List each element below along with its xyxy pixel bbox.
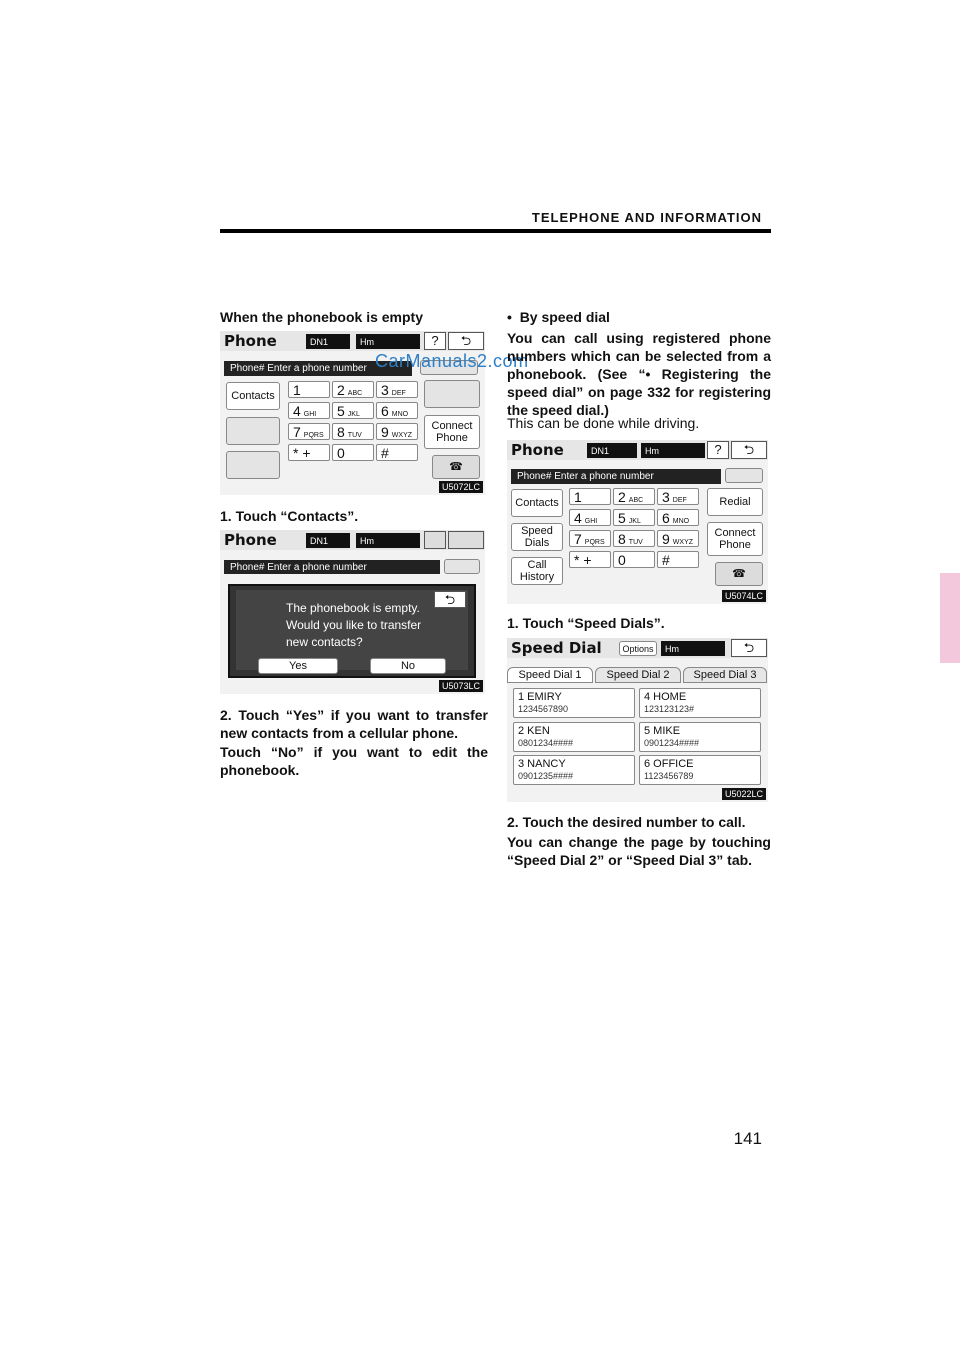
figure-code: U5022LC	[722, 788, 766, 800]
speed-dial-entry[interactable]: 5 MIKE 0901234####	[639, 722, 761, 752]
key-5[interactable]: 5 JKL	[613, 509, 655, 526]
yes-button[interactable]: Yes	[258, 658, 338, 674]
screen-speed-dial	[507, 638, 768, 802]
key-2[interactable]: 2 ABC	[613, 488, 655, 505]
key-1[interactable]: 1	[569, 488, 611, 505]
right-step-2: 2. Touch the desired number to call.	[507, 814, 746, 830]
speed-dial-entry[interactable]: 1 EMIRY 1234567890	[513, 688, 635, 718]
speed-dials-button-disabled	[226, 417, 280, 445]
key-0[interactable]: 0	[613, 551, 655, 568]
key-3[interactable]: 3 DEF	[376, 381, 418, 398]
status-indicator: Hm	[356, 533, 420, 548]
key-7[interactable]: 7 PQRS	[569, 530, 611, 547]
end-call-button[interactable]	[715, 562, 763, 586]
dialog-message: The phonebook is empty. Would you like to transfer new contacts?	[286, 601, 422, 649]
redial-button-disabled	[424, 380, 480, 408]
screen-title: Phone	[224, 332, 277, 350]
redial-button[interactable]: Redial	[707, 488, 763, 516]
right-paragraph-2: This can be done while driving.	[507, 415, 700, 431]
figure-code: U5074LC	[722, 590, 766, 602]
call-history-button-disabled	[226, 451, 280, 479]
right-step-1: 1. Touch “Speed Dials”.	[507, 615, 665, 631]
page-number: 141	[733, 1129, 762, 1148]
screen-title: Speed Dial	[511, 639, 602, 657]
key-1[interactable]: 1	[288, 381, 330, 398]
tab-speed-dial-2[interactable]: Speed Dial 2	[595, 667, 681, 683]
speed-dial-entry[interactable]: 2 KEN 0801234####	[513, 722, 635, 752]
key-hash[interactable]: #	[657, 551, 699, 568]
section-side-tab	[940, 573, 960, 663]
back-button[interactable]: ⮌	[731, 441, 767, 459]
key-5[interactable]: 5 JKL	[332, 402, 374, 419]
screen-title: Phone	[224, 531, 277, 549]
status-indicator: Hm	[661, 641, 725, 656]
key-2[interactable]: 2 ABC	[332, 381, 374, 398]
speed-dial-entry[interactable]: 3 NANCY 0901235####	[513, 755, 635, 785]
status-indicator: Hm	[641, 443, 705, 458]
call-history-button[interactable]: Call History	[511, 557, 563, 585]
contacts-button[interactable]: Contacts	[511, 489, 563, 517]
speed-dial-entry[interactable]: 6 OFFICE 1123456789	[639, 755, 761, 785]
phonebook-empty-dialog	[228, 584, 476, 678]
help-button[interactable]: ?	[424, 332, 446, 350]
handset-icon: ☎	[449, 461, 463, 473]
section-header: TELEPHONE AND INFORMATION	[531, 210, 762, 225]
back-button[interactable]: ⮌	[448, 332, 484, 350]
key-hash[interactable]: #	[376, 444, 418, 461]
handset-icon: ☎	[732, 568, 746, 580]
key-star[interactable]: * +	[569, 551, 611, 568]
left-step-1: 1. Touch “Contacts”.	[220, 508, 359, 524]
back-button[interactable]: ⮌	[731, 639, 767, 657]
device-indicator: DN1	[306, 533, 350, 548]
dialog-back-button[interactable]: ⮌	[434, 591, 466, 608]
right-paragraph-1: You can call using registered phone numbers which can be selected from a phonebook. (See “• Registering the speed dial” on page 332 for registering the speed dial.)	[507, 330, 771, 418]
key-6[interactable]: 6 MNO	[376, 402, 418, 419]
bullet: •	[507, 309, 512, 325]
screen-phone-speed	[507, 440, 768, 604]
key-0[interactable]: 0	[332, 444, 374, 461]
back-button	[448, 531, 484, 549]
help-button	[424, 531, 446, 549]
options-button[interactable]: Options	[619, 641, 657, 656]
key-6[interactable]: 6 MNO	[657, 509, 699, 526]
speed-dials-button[interactable]: Speed Dials	[511, 523, 563, 551]
screen-phonebook-empty-dialog	[220, 530, 485, 694]
device-indicator: DN1	[306, 334, 350, 349]
phone-number-field[interactable]: Phone# Enter a phone number	[224, 361, 412, 376]
help-button[interactable]: ?	[707, 441, 729, 459]
left-step-2: 2. Touch “Yes” if you want to transfer new contacts from a cellular phone.	[220, 707, 488, 741]
key-9[interactable]: 9 WXYZ	[657, 530, 699, 547]
right-heading: • By speed dial	[507, 309, 610, 325]
end-call-button[interactable]	[432, 455, 480, 479]
screen-title: Phone	[511, 441, 564, 459]
speed-dial-entry[interactable]: 4 HOME 123123123#	[639, 688, 761, 718]
delete-button	[444, 559, 480, 574]
left-step-2b: Touch “No” if you want to edit the phonebook.	[220, 744, 488, 778]
key-8[interactable]: 8 TUV	[613, 530, 655, 547]
key-4[interactable]: 4 GHI	[569, 509, 611, 526]
header-rule	[220, 229, 771, 233]
tab-speed-dial-3[interactable]: Speed Dial 3	[683, 667, 767, 683]
device-indicator: DN1	[587, 443, 637, 458]
key-8[interactable]: 8 TUV	[332, 423, 374, 440]
key-7[interactable]: 7 PQRS	[288, 423, 330, 440]
delete-button[interactable]	[725, 468, 763, 483]
left-heading: When the phonebook is empty	[220, 309, 424, 325]
contacts-button[interactable]: Contacts	[226, 382, 280, 410]
watermark: CarManuals2.com	[375, 351, 529, 371]
phone-number-field[interactable]: Phone# Enter a phone number	[511, 469, 721, 484]
connect-phone-button[interactable]: Connect Phone	[424, 415, 480, 449]
right-step-2b: You can change the page by touching “Speed Dial 2” or “Speed Dial 3” tab.	[507, 834, 771, 868]
connect-phone-button[interactable]: Connect Phone	[707, 522, 763, 556]
no-button[interactable]: No	[370, 658, 446, 674]
tab-speed-dial-1[interactable]: Speed Dial 1	[507, 667, 593, 683]
key-4[interactable]: 4 GHI	[288, 402, 330, 419]
figure-code: U5072LC	[439, 481, 483, 493]
status-indicator: Hm	[356, 334, 420, 349]
figure-code: U5073LC	[439, 680, 483, 692]
key-star[interactable]: * +	[288, 444, 330, 461]
phone-number-field: Phone# Enter a phone number	[224, 560, 440, 574]
key-9[interactable]: 9 WXYZ	[376, 423, 418, 440]
key-3[interactable]: 3 DEF	[657, 488, 699, 505]
